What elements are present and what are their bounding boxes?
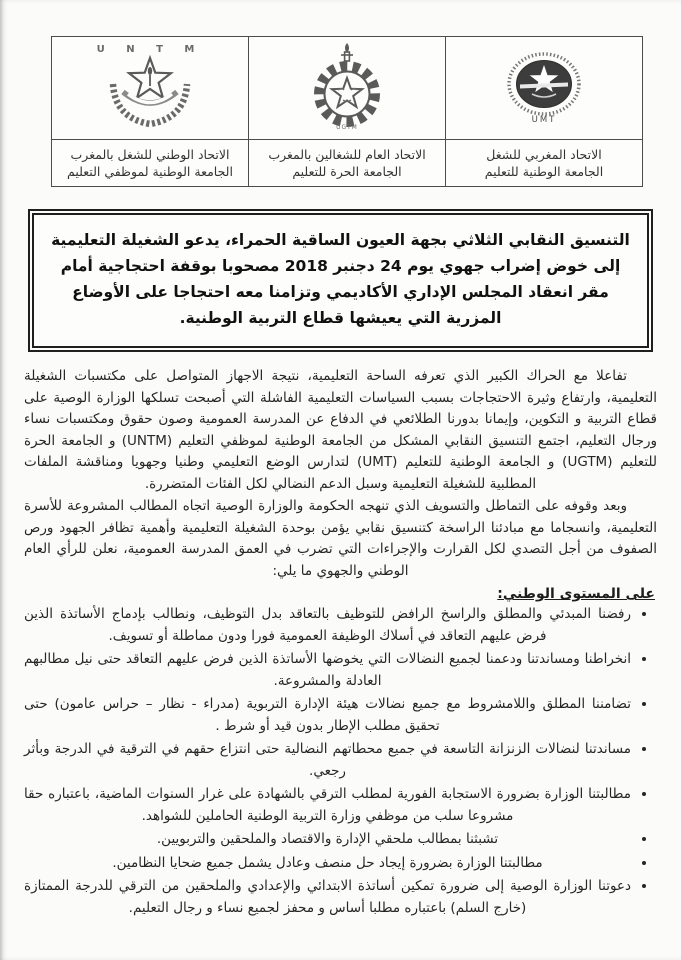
- untm-federation-name: الجامعة الوطنية لموظفي التعليم: [67, 164, 233, 179]
- ugtm-union-name: الاتحاد العام للشغالين بالمغرب: [268, 147, 426, 162]
- title-line-1: التنسيق النقابي الثلاثي بجهة العيون الساقية الحمراء، يدعو الشغيلة التعليمية: [51, 231, 630, 249]
- announcement-title-box: [28, 209, 653, 352]
- untm-logo-cell: [52, 37, 249, 140]
- demands-list: [24, 604, 657, 919]
- umt-label-cell: [446, 140, 643, 187]
- untm-label-cell: [52, 140, 249, 187]
- ugtm-logo-icon: [302, 39, 392, 137]
- ugtm-federation-name: الجامعة الحرة للتعليم: [292, 164, 402, 179]
- demand-item-8: • دعوتنا الوزارة الوصية إلى ضرورة تمكين أساتذة الابتدائي والإعدادي والملحقين من الترقي للدرجة الممتازة (خارج السلم) باعتباره مطلبا أساس و محفز لجميع نساء و رجال التعليم.: [24, 876, 631, 919]
- umt-union-name: الاتحاد المغربي للشغل: [486, 147, 602, 162]
- label-row: [52, 140, 643, 187]
- demand-item-2: • انخراطنا ومساندتنا ودعمنا لجميع النضالات التي يخوضها الأساتذة الذين فرض عليهم التعاقد حتى نيل مطالبهم العادلة والمشروعة.: [24, 649, 631, 692]
- title-line-4: المزرية التي يعيشها قطاع التربية الوطنية.: [179, 309, 502, 327]
- declaration-paragraph: وبعد وقوفه على التماطل والتسويف الذي تنهجه الحكومة والوزارة الوصية اتجاه المطالب المشروعة للأسرة التعليمية، وانسجاما مع مبادئنا الراسخة كتنسيق نقابي يؤمن بوحدة الشغيلة التعليمية وأهمية تظافر الجهود ورص الصفوف من أجل التصدي لكل القرارت والإجراءات التي تضرب في العمق المدرسة العمومية، نعلن للرأي العام الوطني والجهوي ما يلي:: [24, 498, 657, 579]
- demand-item-5: • مطالبتنا الوزارة بضرورة الاستجابة الفورية لمطلب الترقي بالشهادة على غرار السنوات الماضية، باعتباره حقا مشروعا سلب من موظفي وزارة التربية الوطنية الحاملين للشواهد.: [24, 784, 631, 827]
- intro-paragraph: تفاعلا مع الحراك الكبير الذي تعرفه الساحة التعليمية، نتيجة الاجهاز المتواصل على مكتسبات الشغيلة التعليمية، وارتفاع وثيرة الاحتجاجات بسبب السياسات التعليمية الفاشلة التي أصبحت تسلكها الوزارة الوصية على قطاع التربية و التكوين، وإيمانا بدورنا الطلائعي في الدفاع عن المدرسة العمومية وصون حقوق ومكتسبات نساء ورجال التعليم، اجتمع التنسيق النقابي المشكل من الجامعة الوطنية لموظفي التعليم (UNTM) و الجامعة الحرة للتعليم (UGTM) و الجامعة الوطنية للتعليم (UMT) لتدارس الوضع التعليمي وطنيا وجهويا ومناقشة الملفات المطلبية للشغيلة التعليمية وسبل الدعم النضالي لكل الفئات المتضررة.: [24, 368, 657, 492]
- umt-logo-icon: [494, 48, 594, 128]
- title-line-3: مقر انعقاد المجلس الإداري الأكاديمي وتزامنا معه احتجاجا على الأوضاع: [72, 283, 609, 301]
- untm-logo-letters: U N T M: [96, 44, 204, 55]
- untm-union-name: الاتحاد الوطني للشغل بالمغرب: [70, 147, 230, 162]
- demand-item-3: • تضامننا المطلق واللامشروط مع جميع نضالات هيئة الإدارة التربوية (مدراء - نظار – حراس عامون) حتى تحقيق مطلب الإطار بدون قيد أو شرط .: [24, 694, 631, 737]
- demand-item-7: • مطالبتنا الوزارة بضرورة إيجاد حل منصف وعادل يشمل جميع ضحايا النظامين.: [24, 853, 631, 875]
- demand-item-4: • مساندتنا لنضالات الزنزانة التاسعة في جميع محطاتهم النضالية حتى انتزاع حقهم في الترقية في الدرجة وبأثر رجعي.: [24, 739, 631, 782]
- logo-row: [52, 37, 643, 140]
- umt-federation-name: الجامعة الوطنية للتعليم: [484, 164, 604, 179]
- umt-logo-cell: [446, 37, 643, 140]
- ugtm-label-cell: [249, 140, 446, 187]
- ugtm-logo-cell: [249, 37, 446, 140]
- umt-logo-letters: UMT: [531, 115, 557, 125]
- untm-logo-icon: [94, 40, 206, 136]
- demand-item-6: • تشبثنا بمطالب ملحقي الإدارة والاقتصاد والملحقين والتربويين.: [24, 829, 631, 851]
- ugtm-logo-letters: UGTM: [336, 124, 358, 131]
- demand-item-1: • رفضنا المبدئي والمطلق والراسخ الرافض للتوظيف بالتعاقد بدل التوظيف، ونطالب بإدماج الأساتذة الذين فرض عليهم التعاقد في أسلاك الوظيفة العمومية فورا ودون مماطلة أو تسويف.: [24, 604, 631, 647]
- national-level-heading: على المستوى الوطني:: [497, 586, 655, 602]
- unions-header-table: [51, 36, 643, 187]
- title-line-2: إلى خوض إضراب جهوي يوم 24 دجنبر 2018 مصحوبا بوقفة احتجاجية أمام: [60, 257, 621, 275]
